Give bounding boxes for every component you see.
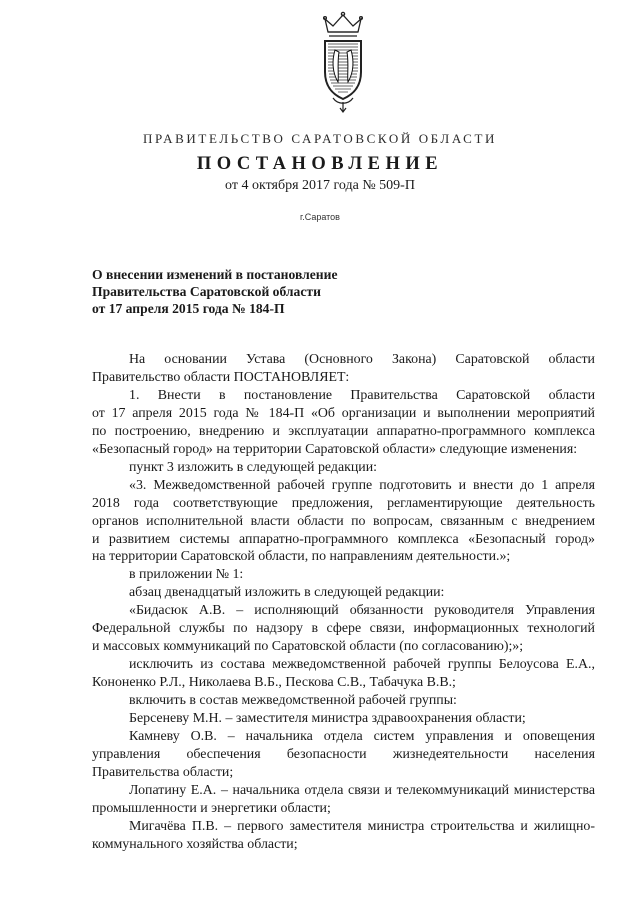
body-line: «Безопасный город» на территории Саратовской области» следующие изменения: [92, 441, 578, 457]
body-line: коммунального хозяйства области; [92, 836, 298, 852]
body-line: органов исполнительной власти области по вопросам, связанным с внедрением [92, 513, 595, 529]
body-line: Правительства области; [92, 764, 234, 780]
body-line: исключить из состава межведомственной рабочей группы Белоусова Е.А., [129, 657, 595, 673]
body-line: Лопатину Е.А. – начальника отдела связи и телекоммуникаций министерства [129, 782, 595, 798]
body-line: и массовых коммуникаций по Саратовской области (по согласованию);»; [92, 639, 524, 655]
document-body [92, 351, 595, 854]
body-line: На основании Устава (Основного Закона) Саратовской области [129, 352, 595, 367]
body-line: по построению, внедрению и эксплуатации аппаратно-программного комплекса [92, 423, 595, 439]
body-line: Мигачёва П.В. – первого заместителя министра строительства и жилищно- [129, 818, 595, 834]
body-line: от 17 апреля 2015 года № 184-П «Об организации и выполнении мероприятий [92, 405, 595, 421]
body-line: и развитием системы аппаратно-программного комплекса «Безопасный город» [92, 531, 595, 547]
saratov-coat-of-arms-emblem [318, 10, 368, 114]
body-line: включить в состав межведомственной рабочей группы: [129, 693, 457, 709]
document-date-number: от 4 октября 2017 года № 509-П [225, 178, 415, 193]
document-title [92, 266, 422, 317]
body-line: Берсеневу М.Н. – заместителя министра здравоохранения области; [129, 711, 526, 727]
body-line: Кононенко Р.Л., Николаева В.Б., Пескова С.В., Табачука В.В.; [92, 675, 456, 691]
government-name: ПРАВИТЕЛЬСТВО САРАТОВСКОЙ ОБЛАСТИ [143, 131, 497, 146]
body-line: Федеральной службы по надзору в сфере связи, информационных технологий [92, 621, 595, 637]
body-line: «3. Межведомственной рабочей группе подготовить и внести до 1 апреля [129, 477, 595, 493]
body-line: абзац двенадцатый изложить в следующей редакции: [129, 585, 445, 601]
title-line: от 17 апреля 2015 года № 184-П [92, 301, 285, 316]
body-line: пункт 3 изложить в следующей редакции: [129, 459, 378, 475]
body-line: на территории Саратовской области, по направлениям деятельности.»; [92, 549, 511, 565]
title-line: Правительства Саратовской области [92, 284, 321, 299]
body-line: 1. Внести в постановление Правительства Саратовской области [129, 387, 595, 403]
body-line: 2018 года соответствующие предложения, регламентирующие деятельность [92, 495, 595, 511]
document-type: ПОСТАНОВЛЕНИЕ [196, 154, 444, 174]
body-line: промышленности и энергетики области; [92, 800, 331, 816]
body-line: Камневу О.В. – начальника отдела систем управления и оповещения [129, 729, 595, 745]
body-line: «Бидасюк А.В. – исполняющий обязанности руководителя Управления [129, 603, 595, 619]
title-line: О внесении изменений в постановление [92, 267, 338, 282]
body-line: Правительство области ПОСТАНОВЛЯЕТ: [92, 369, 350, 385]
body-line: в приложении № 1: [129, 567, 244, 583]
body-line: управления обеспечения безопасности жизнедеятельности населения [92, 746, 595, 762]
document-city: г.Саратов [300, 212, 340, 222]
